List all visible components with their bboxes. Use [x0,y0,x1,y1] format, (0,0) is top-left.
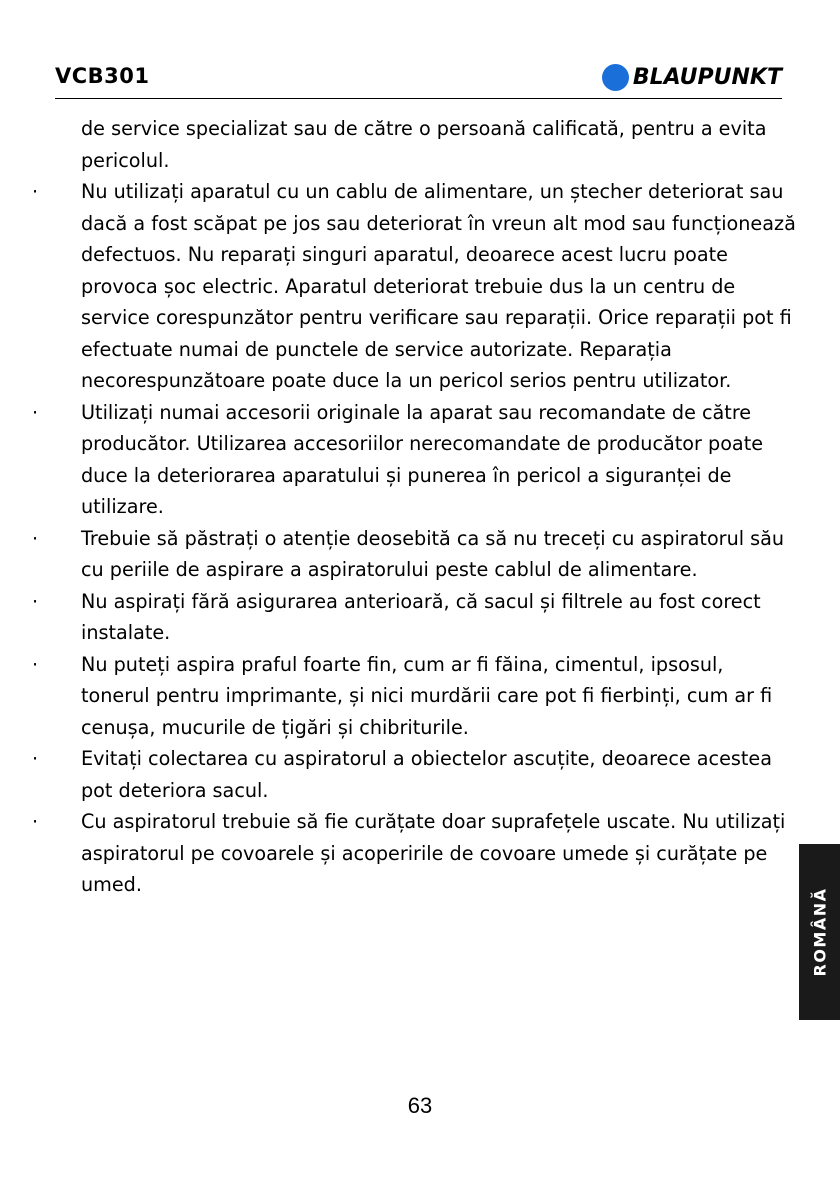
bullet-item-2 [28,397,798,523]
bullet-marker: · [31,747,39,770]
bullet-marker: · [31,589,39,613]
document-body [28,113,798,901]
language-tab-label: ROMÂNĂ [810,887,829,977]
model-number: VCB301 [55,64,150,88]
page-header [55,62,782,99]
bullet-text: Evitați colectarea cu aspiratorul a obiectelor ascuțite, deoarece acestea pot deteriora sacul. [81,747,772,802]
bullet-marker: · [31,526,39,550]
bullet-marker: · [31,810,39,833]
brand-logo [602,64,782,91]
brand-name: BLAUPUNKT [632,65,782,90]
bullet-text: Nu puteți aspira praful foarte fin, cum ar fi făina, cimentul, ipsosul, tonerul pentru imprimante, și nici murdării care pot fi fierbinți, cum ar fi cenușa, mucurile de țigări și chibriturile. [81,652,773,739]
page-number: 63 [407,1093,433,1118]
bullet-item-7 [28,806,798,901]
bullet-item-6 [28,743,798,806]
bullet-item-4 [28,586,798,649]
brand-dot-icon [602,64,629,91]
bullet-item-3 [28,523,798,586]
bullet-item-5 [28,649,798,744]
continuation-paragraph: de service specializat sau de către o persoană calificată, pentru a evita pericolul. [81,117,767,172]
bullet-marker: · [31,180,39,203]
bullet-text: Cu aspiratorul trebuie să fie curățate doar suprafețele uscate. Nu utilizați aspiratorul pe covoarele și acoperirile de covoare umede și curățate pe umed. [81,810,786,896]
bullet-marker: · [31,652,39,676]
bullet-text: Trebuie să păstrați o atenție deosebită ca să nu treceți cu aspiratorul său cu periile de aspirare a aspiratorului peste cablul de alimentare. [81,526,785,581]
bullet-text: Utilizați numai accesorii originale la aparat sau recomandate de către producător. Utilizarea accesoriilor nerecomandate de producător poate duce la deteriorarea aparatului și punerea în pericol a siguranței de utilizare. [81,400,764,518]
bullet-item-1 [28,176,798,397]
language-tab [799,844,840,1020]
bullet-text: Nu aspirați fără asigurarea anterioară, că sacul și filtrele au fost corect instalate. [81,589,761,644]
bullet-marker: · [31,400,39,424]
bullet-text: Nu utilizați aparatul cu un cablu de alimentare, un ștecher deteriorat sau dacă a fost scăpat pe jos sau deteriorat în vreun alt mod sau funcționează defectuos. Nu reparați singuri aparatul, deoarece acest lucru poate provoca șoc electric. Aparatul deteriorat trebuie dus la un centru de service corespunzător pentru verificare sau reparații. Orice reparații pot fi efectuate numai de punctele de service autorizate. Reparația necorespunzătoare poate duce la un pericol serios pentru utilizator. [81,180,796,392]
